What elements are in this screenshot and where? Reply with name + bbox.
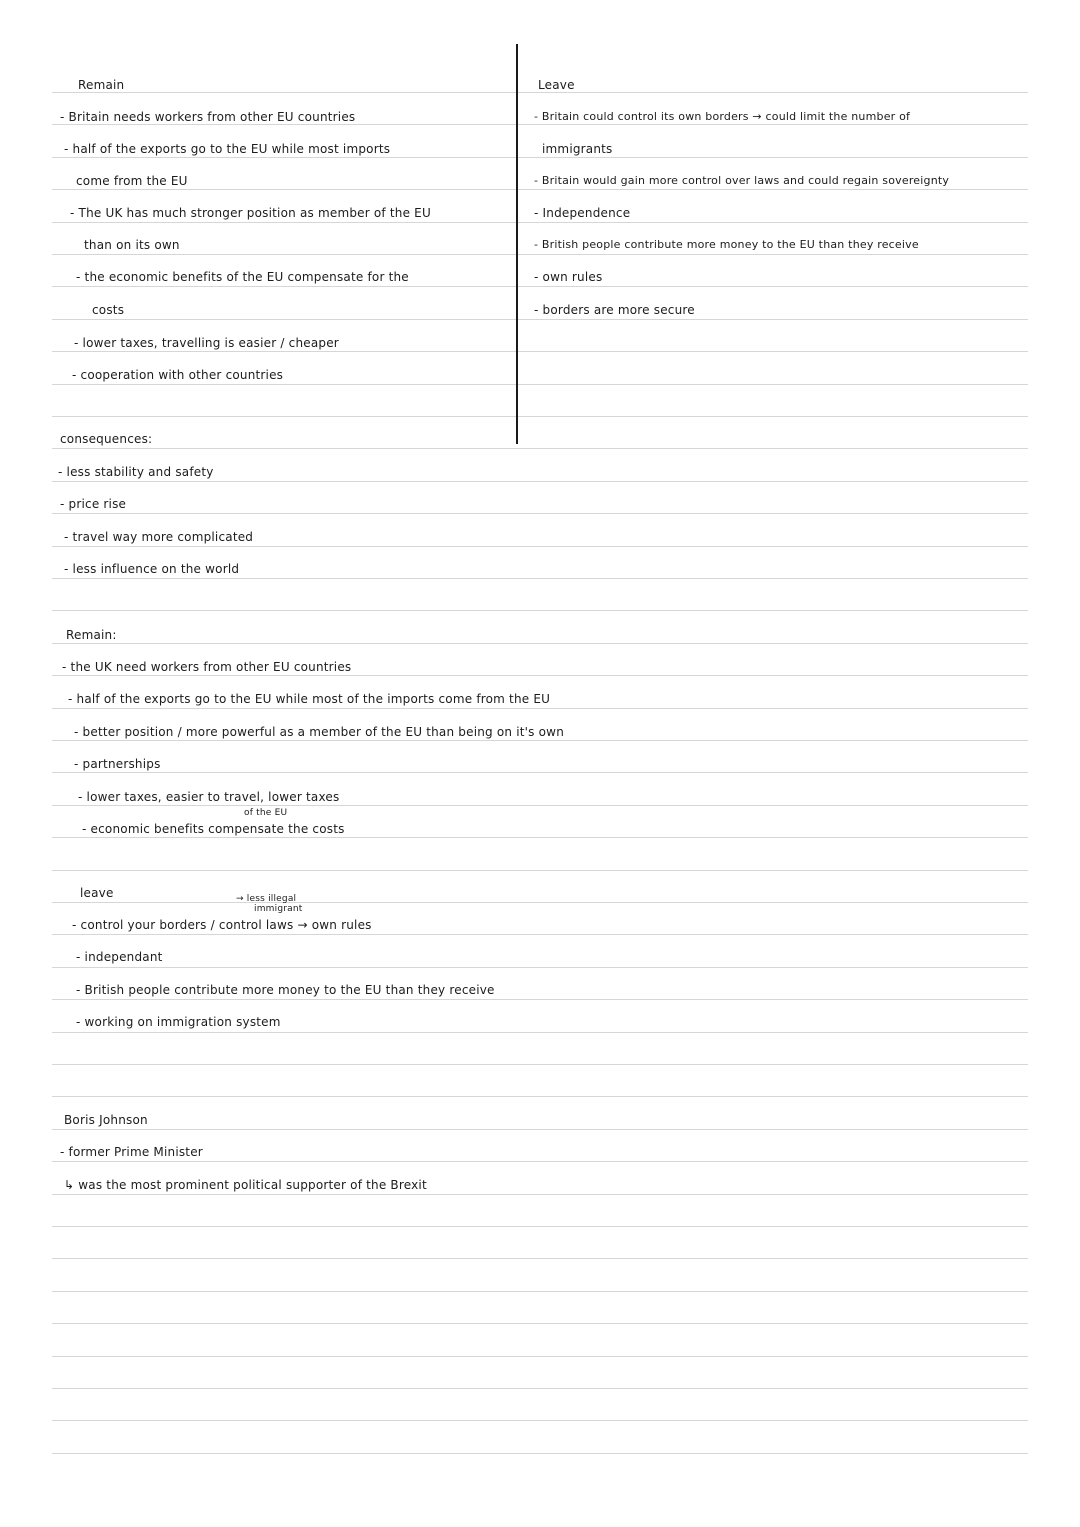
ruled-line xyxy=(52,384,1028,385)
remain2-line-4: - partnerships xyxy=(74,757,161,771)
consequences-line-3: - travel way more complicated xyxy=(64,530,254,544)
ruled-line xyxy=(52,578,1028,579)
remain2-note-of-eu: of the EU xyxy=(244,808,288,818)
remain-line-5: than on its own xyxy=(84,238,180,252)
ruled-line xyxy=(52,189,1028,190)
ruled-line xyxy=(52,1064,1028,1065)
remain-line-2: - half of the exports go to the EU while most imports xyxy=(64,142,391,156)
leave2-line-4: - working on immigration system xyxy=(76,1015,281,1029)
consequences-line-1: - less stability and safety xyxy=(58,465,214,479)
ruled-line xyxy=(52,1258,1028,1259)
boris-line-1: - former Prime Minister xyxy=(60,1145,203,1159)
ruled-line xyxy=(52,351,1028,352)
leave2-heading: leave xyxy=(80,886,114,900)
ruled-line xyxy=(52,675,1028,676)
ruled-line xyxy=(52,610,1028,611)
leave-line-4: - Independence xyxy=(534,206,631,220)
remain-line-1: - Britain needs workers from other EU countries xyxy=(60,110,356,124)
ruled-line xyxy=(52,254,1028,255)
remain-line-6: - the economic benefits of the EU compensate for the xyxy=(76,270,409,284)
ruled-line xyxy=(52,1129,1028,1130)
remain2-line-3: - better position / more powerful as a member of the EU than being on it's own xyxy=(74,725,565,739)
ruled-line xyxy=(52,934,1028,935)
ruled-line xyxy=(52,513,1028,514)
remain-line-8: - lower taxes, travelling is easier / cheaper xyxy=(74,336,339,350)
ruled-line xyxy=(52,157,1028,158)
ruled-line xyxy=(52,1291,1028,1292)
ruled-line xyxy=(52,772,1028,773)
ruled-line xyxy=(52,124,1028,125)
remain2-line-1: - the UK need workers from other EU countries xyxy=(62,660,352,674)
ruled-line xyxy=(52,1032,1028,1033)
ruled-line xyxy=(52,1356,1028,1357)
ruled-line xyxy=(52,1323,1028,1324)
ruled-line xyxy=(52,902,1028,903)
ruled-line xyxy=(52,999,1028,1000)
leave-line-3: - Britain would gain more control over laws and could regain sovereignty xyxy=(534,174,950,187)
ruled-line xyxy=(52,740,1028,741)
leave-line-5: - British people contribute more money to the EU than they receive xyxy=(534,238,919,251)
consequences-line-4: - less influence on the world xyxy=(64,562,240,576)
column-divider xyxy=(516,44,518,444)
ruled-line xyxy=(52,870,1028,871)
boris-heading: Boris Johnson xyxy=(64,1113,148,1127)
ruled-line xyxy=(52,1226,1028,1227)
remain-heading: Remain xyxy=(78,78,125,92)
leave2-note-illegal: → less illegal xyxy=(236,894,297,904)
ruled-line xyxy=(52,1453,1028,1454)
ruled-line xyxy=(52,416,1028,417)
ruled-line xyxy=(52,1420,1028,1421)
leave-line-1: - Britain could control its own borders → could limit the number of xyxy=(534,110,911,123)
boris-line-2: ↳ was the most prominent political supporter of the Brexit xyxy=(64,1178,427,1192)
ruled-line xyxy=(52,708,1028,709)
ruled-line xyxy=(52,1388,1028,1389)
remain2-line-6: - economic benefits compensate the costs xyxy=(82,822,345,836)
ruled-line xyxy=(52,805,1028,806)
ruled-line xyxy=(52,319,1028,320)
leave2-note-immigrant: immigrant xyxy=(254,904,303,914)
ruled-line xyxy=(52,222,1028,223)
leave2-line-2: - independant xyxy=(76,950,163,964)
remain-line-7: costs xyxy=(92,303,125,317)
leave-line-7: - borders are more secure xyxy=(534,303,695,317)
remain-line-9: - cooperation with other countries xyxy=(72,368,284,382)
consequences-line-2: - price rise xyxy=(60,497,127,511)
ruled-line xyxy=(52,481,1028,482)
ruled-line xyxy=(52,1161,1028,1162)
ruled-line xyxy=(52,546,1028,547)
ruled-line xyxy=(52,1194,1028,1195)
leave2-line-3: - British people contribute more money to the EU than they receive xyxy=(76,983,495,997)
leave2-line-1: - control your borders / control laws → own rules xyxy=(72,918,372,932)
remain2-line-5: - lower taxes, easier to travel, lower taxes xyxy=(78,790,340,804)
remain2-heading: Remain: xyxy=(66,628,117,642)
consequences-heading: consequences: xyxy=(60,432,153,446)
leave-line-6: - own rules xyxy=(534,270,603,284)
remain-line-3: come from the EU xyxy=(76,174,188,188)
remain-line-4: - The UK has much stronger position as member of the EU xyxy=(70,206,431,220)
ruled-line xyxy=(52,837,1028,838)
leave-heading: Leave xyxy=(538,78,575,92)
ruled-lines xyxy=(52,0,1028,1527)
ruled-line xyxy=(52,286,1028,287)
ruled-line xyxy=(52,967,1028,968)
remain2-line-2: - half of the exports go to the EU while most of the imports come from the EU xyxy=(68,692,551,706)
ruled-line xyxy=(52,1096,1028,1097)
ruled-line xyxy=(52,92,1028,93)
leave-line-2: immigrants xyxy=(542,142,613,156)
ruled-line xyxy=(52,643,1028,644)
ruled-line xyxy=(52,448,1028,449)
